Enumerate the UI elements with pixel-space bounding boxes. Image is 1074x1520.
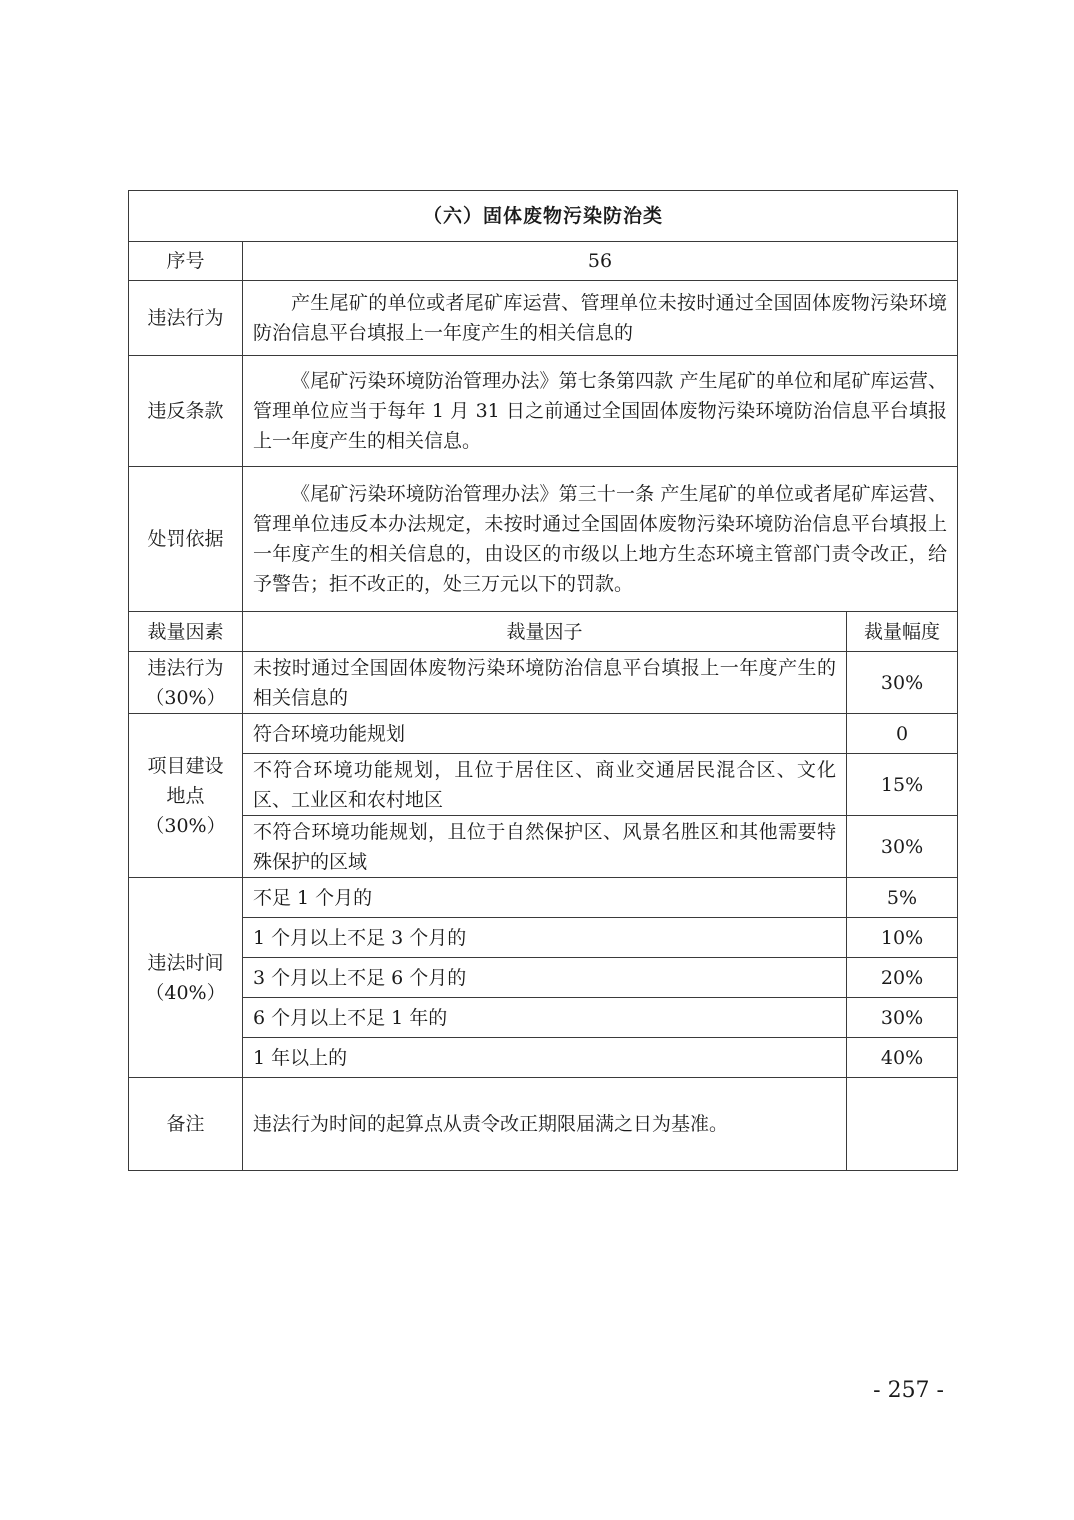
table-title: （六）固体废物污染防治类 (129, 191, 958, 242)
clause-label: 违反条款 (129, 356, 243, 467)
violation-text: 产生尾矿的单位或者尾矿库运营、管理单位未按时通过全国固体废物污染环境防治信息平台填报上一年度产生的相关信息的 (243, 281, 958, 356)
penalty-text: 《尾矿污染环境防治管理办法》第三十一条 产生尾矿的单位或者尾矿库运营、管理单位违反本办法规定，未按时通过全国固体废物污染环境防治信息平台填报上一年度产生的相关信息的，由设区的市级以上地方生态环境主管部门责令改正，给予警告；拒不改正的，处三万元以下的罚款。 (243, 467, 958, 612)
factor-value: 5% (847, 878, 958, 918)
factor-item: 6 个月以上不足 1 年的 (243, 998, 847, 1038)
group-violation-name: 违法行为 (147, 656, 224, 679)
header-item: 裁量因子 (243, 612, 847, 652)
factor-item: 符合环境功能规划 (243, 714, 847, 754)
group-duration-name: 违法时间 (147, 951, 224, 974)
factor-value: 30% (847, 816, 958, 878)
factor-value: 40% (847, 1038, 958, 1078)
page-number: - 257 - (873, 1378, 944, 1403)
group-location-name-a: 项目建设 (147, 754, 224, 777)
group-location-label (129, 714, 243, 878)
group-violation-label (129, 652, 243, 714)
clause-text: 《尾矿污染环境防治管理办法》第七条第四款 产生尾矿的单位和尾矿库运营、管理单位应当于每年 1 月 31 日之前通过全国固体废物污染环境防治信息平台填报上一年度产生的相关信息。 (243, 356, 958, 467)
factor-value: 0 (847, 714, 958, 754)
factor-item: 3 个月以上不足 6 个月的 (243, 958, 847, 998)
group-duration-weight: （40%） (145, 981, 226, 1004)
group-location-weight: （30%） (145, 814, 226, 837)
group-location-name-b: 地点 (166, 784, 205, 807)
factor-value: 30% (847, 998, 958, 1038)
factor-value: 15% (847, 754, 958, 816)
violation-label: 违法行为 (129, 281, 243, 356)
group-duration-label (129, 878, 243, 1078)
factor-value: 30% (847, 652, 958, 714)
factor-item: 不符合环境功能规划，且位于自然保护区、风景名胜区和其他需要特殊保护的区域 (243, 816, 847, 878)
serial-value: 56 (243, 242, 958, 281)
header-range: 裁量幅度 (847, 612, 958, 652)
remark-empty-cell (847, 1078, 958, 1171)
remark-text: 违法行为时间的起算点从责令改正期限届满之日为基准。 (243, 1078, 847, 1171)
factor-item: 1 个月以上不足 3 个月的 (243, 918, 847, 958)
discretion-table (128, 190, 958, 1171)
factor-item: 不足 1 个月的 (243, 878, 847, 918)
group-violation-weight: （30%） (145, 686, 226, 709)
serial-label: 序号 (129, 242, 243, 281)
factor-value: 20% (847, 958, 958, 998)
header-factor: 裁量因素 (129, 612, 243, 652)
factor-item: 未按时通过全国固体废物污染环境防治信息平台填报上一年度产生的相关信息的 (243, 652, 847, 714)
factor-value: 10% (847, 918, 958, 958)
factor-item: 不符合环境功能规划，且位于居住区、商业交通居民混合区、文化区、工业区和农村地区 (243, 754, 847, 816)
penalty-label: 处罚依据 (129, 467, 243, 612)
factor-item: 1 年以上的 (243, 1038, 847, 1078)
remark-label: 备注 (129, 1078, 243, 1171)
